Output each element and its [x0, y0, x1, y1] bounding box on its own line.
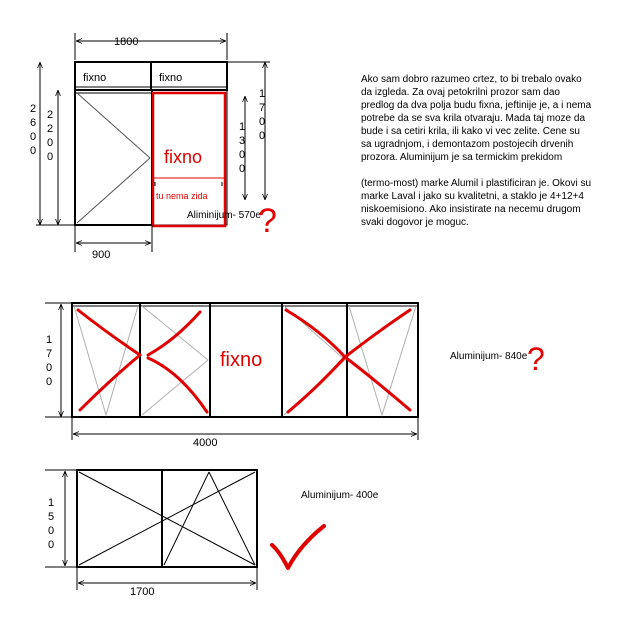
dim-label-1300: 1 3 0 0: [238, 121, 246, 175]
red-annotation-tu-nema-zida: tu nema zida: [156, 191, 208, 201]
dim-label-1700-bottom: 1700: [130, 586, 155, 598]
door-frame: [75, 90, 152, 225]
note-paragraph-1: Ako sam dobro razumeo crtez, to bi trebalo ovako da izgleda. Za ovaj petokrilni prozor sam dao predlog da dva polja budu fixna, jeftinije je, a i nema potrebe da se sva krila otvaraju. Mada taj moze da bude i sa cetiri krila, ili kako vi vec zelite. Cene su sa ugradnjom, i demontazom postojecih drvenih prozora. Aluminijum je sa termickim prekidom: [361, 74, 592, 163]
pane-label-fixno-right: fixno: [159, 72, 183, 84]
price-label-840: Aluminijum- 840e: [450, 351, 528, 362]
window-diagram-2: [45, 303, 545, 449]
note-paragraph-2: (termo-most) marke Alumil i plastificiran je. Okovi su marke Laval i jako su kvalitetni, a staklo je 4+12+4 niskoemisiono. Ako insistirate na necemu drugom svaki dogovor je moguc.: [361, 178, 592, 228]
door-swing-1: [77, 93, 150, 158]
window-diagram-3: [45, 470, 379, 598]
dim-label-2600: 2 6 0 0: [29, 103, 37, 157]
description-note: [361, 73, 593, 229]
window-diagram-1: [36, 33, 277, 261]
red-question-mark-2: ?: [527, 341, 545, 377]
dim-label-900: 900: [92, 249, 111, 261]
red-annotation-fixno-2: fixno: [220, 349, 263, 371]
red-check-mark: [272, 526, 324, 568]
dim-label-2200: 2 2 0 0: [46, 109, 54, 163]
price-label-400: Aluminijum- 400e: [301, 490, 379, 501]
door-swing-2: [77, 158, 150, 223]
opening-lines: [79, 472, 255, 565]
dim-label-1500: 1 5 0 0: [47, 497, 55, 551]
dim-label-4000: 4000: [193, 437, 218, 449]
dim-label-1700-d2: 1 7 0 0: [45, 334, 53, 388]
red-question-mark-1: ?: [258, 202, 277, 240]
dim-label-1800: 1800: [114, 36, 139, 48]
red-annotation-fixno: fixno: [164, 147, 203, 167]
price-label-570: Aliminijum- 570e: [187, 210, 261, 221]
dim-label-1700-right: 1 7 0 0: [258, 88, 266, 142]
pane-label-fixno-left: fixno: [83, 72, 107, 84]
